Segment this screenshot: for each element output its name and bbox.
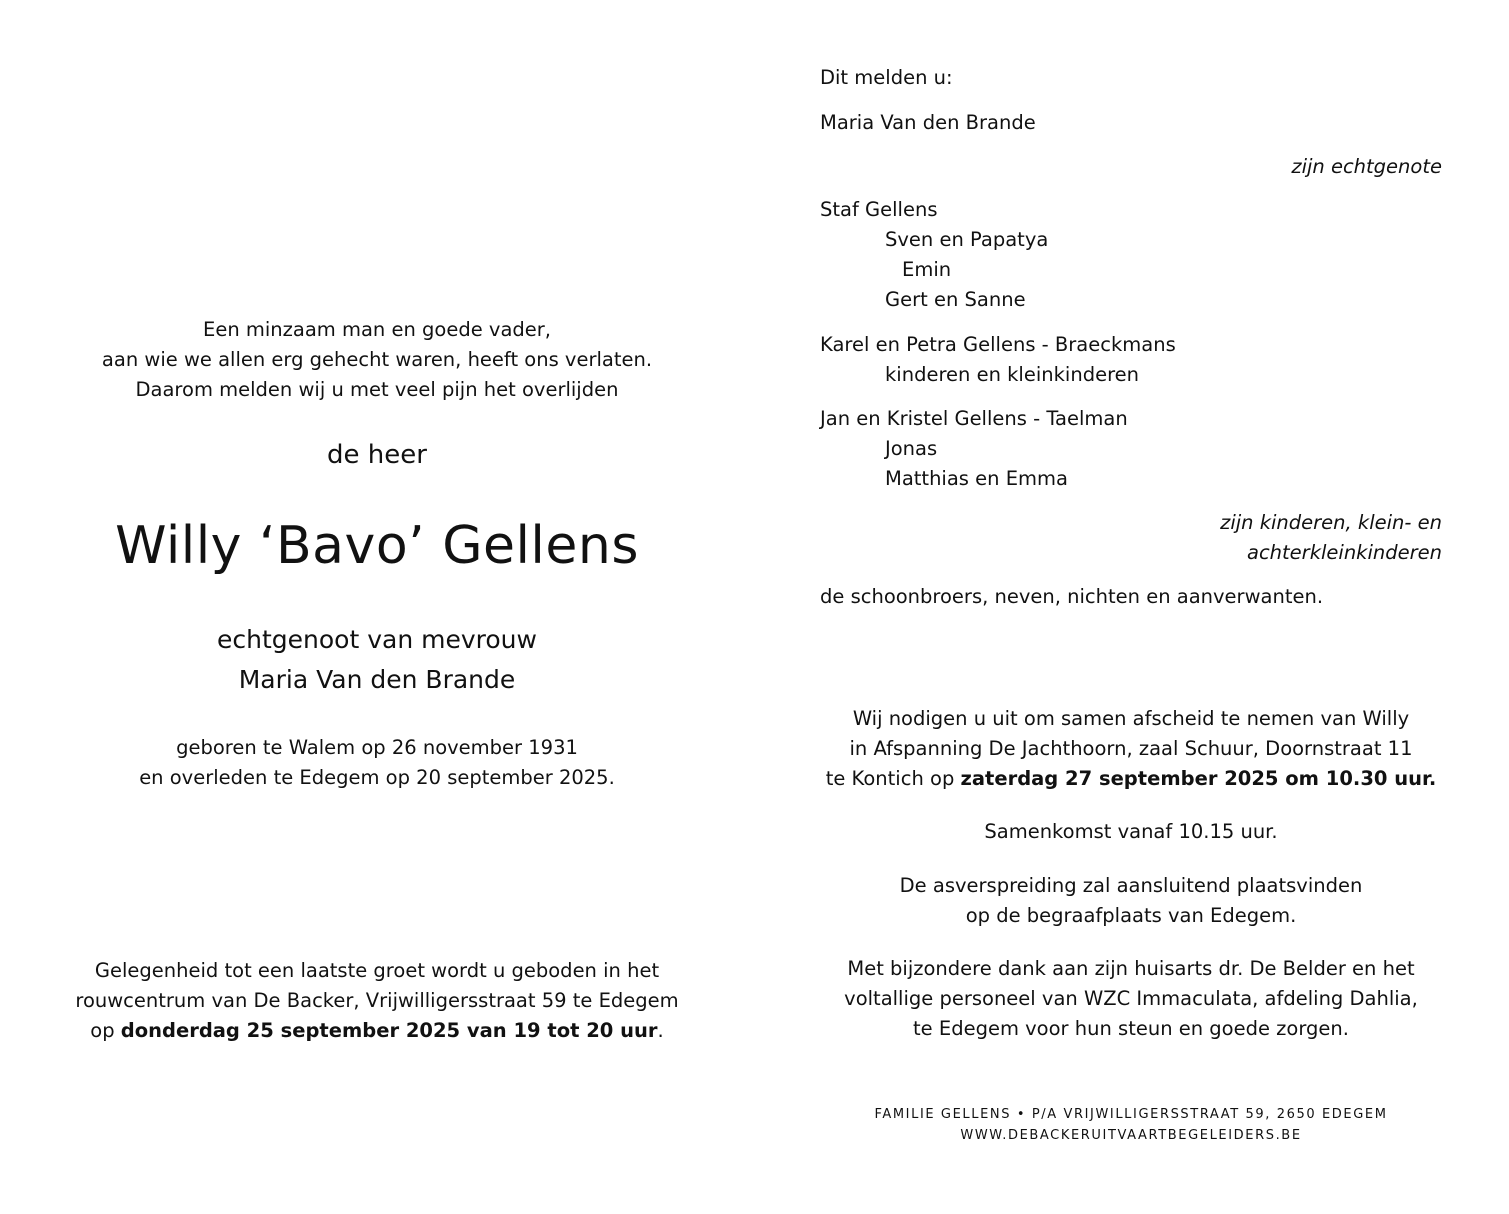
scattering-line: De asverspreiding zal aansluitend plaatsvinden xyxy=(899,874,1363,897)
left-panel xyxy=(0,0,754,1214)
title-prefix: de heer xyxy=(327,440,427,470)
thanks-line: voltallige personeel van WZC Immaculata, afdeling Dahlia, xyxy=(844,987,1418,1010)
death-line: en overleden te Edegem op 20 september 2025. xyxy=(139,766,615,789)
farewell-line: Wij nodigen u uit om samen afscheid te nemen van Willy xyxy=(852,707,1410,730)
family-member: Matthias en Emma xyxy=(885,467,1068,490)
footer xyxy=(820,1104,1442,1146)
thanks-info xyxy=(820,954,1442,1044)
scattering-info xyxy=(820,871,1442,931)
viewing-suffix: . xyxy=(657,1019,664,1042)
announcement-header: Dit melden u: xyxy=(820,66,953,89)
viewing-line: Gelegenheid tot een laatste groet wordt u geboden in het xyxy=(94,959,660,982)
spouse-name-right: Maria Van den Brande xyxy=(820,111,1036,134)
footer-website: WWW.DEBACKERUITVAARTBEGELEIDERS.BE xyxy=(960,1128,1302,1143)
children-role: zijn kinderen, klein- en xyxy=(1220,511,1442,534)
spouse-name: Maria Van den Brande xyxy=(238,665,516,694)
viewing-prefix: op xyxy=(90,1019,121,1042)
thanks-line: Met bijzondere dank aan zijn huisarts dr. De Belder en het xyxy=(847,957,1415,980)
farewell-datetime: zaterdag 27 september 2025 om 10.30 uur. xyxy=(960,767,1437,790)
spouse-line: echtgenoot van mevrouw xyxy=(217,625,537,654)
farewell-line xyxy=(820,764,1442,794)
footer-address: FAMILIE GELLENS • P/A VRIJWILLIGERSSTRAAT 59, 2650 EDEGEM xyxy=(874,1107,1388,1122)
family-member: Sven en Papatya xyxy=(885,228,1049,251)
viewing-datetime: donderdag 25 september 2025 van 19 tot 20 uur xyxy=(120,1019,658,1042)
farewell-line: in Afspanning De Jachthoorn, zaal Schuur, Doornstraat 11 xyxy=(849,737,1413,760)
scattering-line: op de begraafplaats van Edegem. xyxy=(965,904,1297,927)
birth-line: geboren te Walem op 26 november 1931 xyxy=(176,736,578,759)
thanks-line: te Edegem voor hun steun en goede zorgen. xyxy=(913,1017,1349,1040)
relatives-line: de schoonbroers, neven, nichten en aanverwanten. xyxy=(820,585,1324,608)
right-panel xyxy=(820,0,1442,1214)
gathering-line: Samenkomst vanaf 10.15 uur. xyxy=(984,820,1278,843)
spouse-role: zijn echtgenote xyxy=(1291,155,1442,178)
family-member: Jonas xyxy=(885,437,938,460)
viewing-line xyxy=(0,1016,754,1046)
family-member: Jan en Kristel Gellens - Taelman xyxy=(820,407,1128,430)
intro-text xyxy=(0,315,754,405)
family-member: Staf Gellens xyxy=(820,198,938,221)
family-member: Gert en Sanne xyxy=(885,288,1026,311)
children-role: achterkleinkinderen xyxy=(1247,541,1442,564)
family-member: Karel en Petra Gellens - Braeckmans xyxy=(820,333,1176,356)
spouse-info xyxy=(0,620,754,700)
family-member: Emin xyxy=(902,258,952,281)
farewell-prefix: te Kontich op xyxy=(825,767,961,790)
farewell-info xyxy=(820,704,1442,794)
intro-line: Een minzaam man en goede vader, xyxy=(203,318,551,341)
viewing-line: rouwcentrum van De Backer, Vrijwilligersstraat 59 te Edegem xyxy=(75,989,679,1012)
viewing-info xyxy=(0,956,754,1046)
intro-line: Daarom melden wij u met veel pijn het overlijden xyxy=(135,378,619,401)
deceased-name: Willy ‘Bavo’ Gellens xyxy=(115,516,639,576)
family-member: kinderen en kleinkinderen xyxy=(885,363,1140,386)
life-dates xyxy=(0,733,754,793)
intro-line: aan wie we allen erg gehecht waren, heeft ons verlaten. xyxy=(101,348,653,371)
